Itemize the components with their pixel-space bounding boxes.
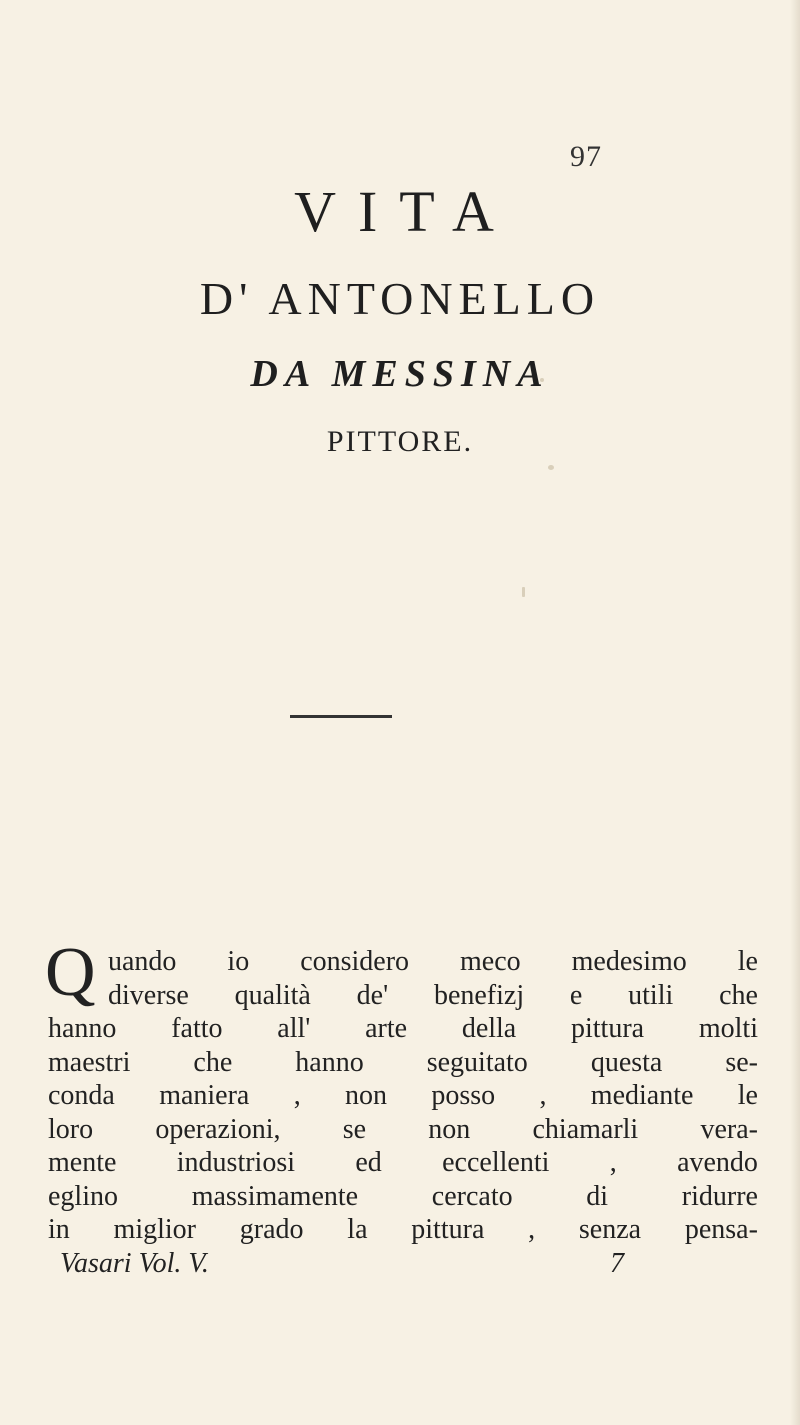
text-line: hanno fatto all' arte della pittura molti <box>48 1013 758 1044</box>
title-role: PITTORE. <box>326 425 474 458</box>
section-rule <box>290 715 392 718</box>
body-text <box>48 945 758 1247</box>
page-number: 97 <box>570 140 602 173</box>
text-line: conda maniera , non posso , mediante le <box>48 1080 758 1111</box>
text-line: loro operazioni, se non chiamarli vera- <box>48 1113 758 1145</box>
paper-spot <box>522 587 525 597</box>
drop-cap: Q <box>45 934 96 1011</box>
title-name: D' ANTONELLO <box>199 273 601 324</box>
title-vita: VITA <box>294 179 516 244</box>
paper-spot <box>548 465 554 470</box>
title-place: DA MESSINA <box>250 353 550 395</box>
text-line: maestri che hanno seguitato questa se- <box>48 1046 758 1078</box>
volume-reference: Vasari Vol. V. <box>60 1248 209 1279</box>
text-line: eglino massimamente cercato di ridurre <box>48 1180 758 1212</box>
paper-spot <box>540 378 544 382</box>
signature-mark: 7 <box>610 1248 624 1279</box>
text-line: diverse qualità de' benefizj e utili che <box>108 979 758 1011</box>
text-line: in miglior grado la pittura , senza pensa- <box>48 1214 758 1245</box>
text-line: uando io considero meco medesimo le <box>108 946 758 977</box>
page-footer <box>60 1248 660 1280</box>
text-line: mente industriosi ed eccellenti , avendo <box>48 1147 758 1178</box>
